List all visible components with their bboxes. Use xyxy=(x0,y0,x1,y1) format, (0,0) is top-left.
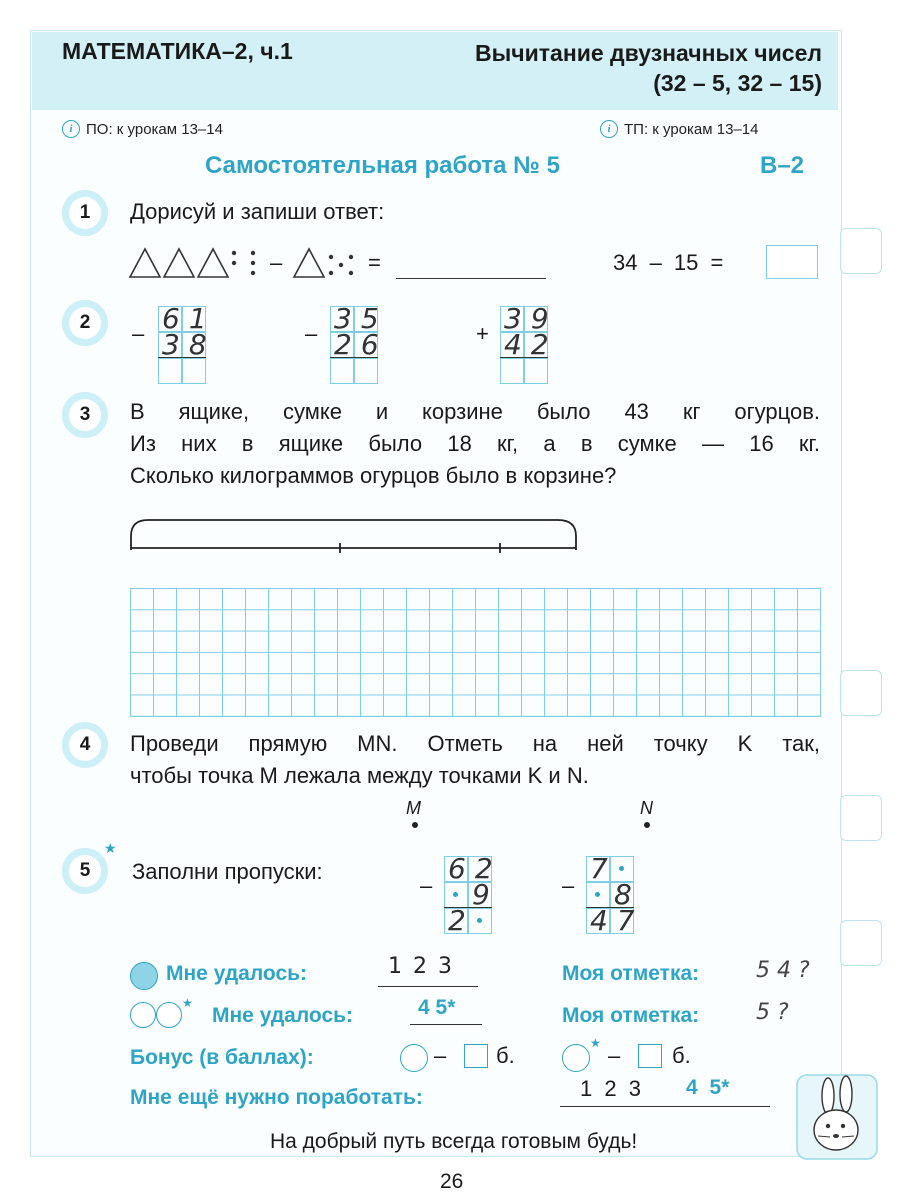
dot-icon xyxy=(232,251,236,255)
info-icon: i xyxy=(62,120,80,138)
info-right xyxy=(600,120,758,138)
todo-blue: 4 5* xyxy=(686,1076,730,1099)
triangle-icon xyxy=(294,249,324,277)
work-title: Самостоятельная работа № 5 xyxy=(205,152,560,179)
task-3-number: 3 xyxy=(62,392,108,438)
task-2-number: 2 xyxy=(62,300,108,346)
dot-icon xyxy=(251,251,255,255)
task-4-line-1: Проведи прямую MN. Отметь на ней точку K так, xyxy=(130,731,820,756)
col-op: – xyxy=(420,873,433,898)
triangle-icon xyxy=(198,249,228,277)
col-top: 61 xyxy=(162,302,216,335)
bonus-box-2[interactable] xyxy=(638,1044,662,1068)
answer-grid[interactable] xyxy=(130,588,821,717)
task-4-text xyxy=(130,728,820,792)
footer-motto: На добрый путь всегда готовым будь! xyxy=(270,1130,638,1153)
task-1-equals: = xyxy=(368,250,381,275)
whole-bracket xyxy=(131,520,576,550)
fill-calc-2[interactable] xyxy=(586,852,644,937)
task-1-right-expr: 34 – 15 = xyxy=(613,250,724,275)
column-calc-2 xyxy=(330,302,388,384)
star-icon: ★ xyxy=(590,1036,601,1050)
point-n-label: N xyxy=(640,798,653,818)
side-tab xyxy=(840,228,882,274)
bonus-dash: – xyxy=(608,1043,621,1068)
empty-circle-icon xyxy=(562,1044,590,1072)
topic-line-1: Вычитание двузначных чисел xyxy=(475,40,822,66)
col-op: – xyxy=(132,321,145,346)
dot-icon xyxy=(232,261,236,265)
eval-row2-mark: 5 ? xyxy=(756,1000,789,1025)
side-tab xyxy=(840,795,882,841)
hint-dot xyxy=(453,892,458,897)
side-tab xyxy=(840,920,882,966)
bonus-unit-2: б. xyxy=(672,1043,691,1068)
task-3-text xyxy=(130,396,820,492)
book-title: МАТЕМАТИКА–2, ч.1 xyxy=(62,38,293,64)
dot-icon xyxy=(339,263,343,267)
col-result: 47 xyxy=(590,904,644,937)
bonus-dash: – xyxy=(434,1043,447,1068)
eval-row2-value: 4 5* xyxy=(418,996,456,1019)
col-bottom: 26 xyxy=(334,328,388,361)
empty-circle-icon xyxy=(130,1002,156,1028)
hint-dot xyxy=(619,866,624,871)
task-3-line-1: В ящике, сумке и корзине было 43 кг огурцов. xyxy=(130,399,820,424)
task-4-line-2: чтобы точка M лежала между точками K и N. xyxy=(130,763,589,788)
todo-line xyxy=(560,1106,770,1107)
eval-row2-line xyxy=(410,1024,482,1025)
task-5-number: 5 xyxy=(62,848,108,894)
eval-row1-line xyxy=(378,986,478,987)
star-icon: ★ xyxy=(182,996,193,1010)
info-left-text: ПО: к урокам 13–14 xyxy=(86,120,223,138)
fill-calc-1[interactable] xyxy=(444,852,502,937)
triangle-icon xyxy=(164,249,194,277)
bonus-label: Бонус (в баллах): xyxy=(130,1046,314,1069)
task-3-line-2: Из них в ящике было 18 кг, а в сумке — 16 кг. xyxy=(130,431,820,456)
star-icon: ★ xyxy=(104,840,117,856)
dot-icon xyxy=(329,271,333,275)
hint-dot xyxy=(595,892,600,897)
col-bottom: 9 xyxy=(472,878,490,911)
bonus-box-1[interactable] xyxy=(464,1044,488,1068)
info-right-text: ТП: к урокам 13–14 xyxy=(624,120,759,138)
task-3-line-3: Сколько килограммов огурцов было в корзине? xyxy=(130,463,617,488)
col-top: 35 xyxy=(334,302,388,335)
col-op: – xyxy=(305,321,318,346)
topic-title xyxy=(475,38,822,98)
eval-row1-value: 1 2 3 xyxy=(388,954,452,979)
todo-label: Мне ещё нужно поработать: xyxy=(130,1086,423,1109)
eval-row2-label: Мне удалось: xyxy=(212,1004,354,1027)
point-n-dot[interactable] xyxy=(644,822,650,828)
dot-icon xyxy=(349,255,353,259)
info-icon: i xyxy=(600,120,618,138)
col-top: 62 xyxy=(448,852,502,885)
col-bottom: 42 xyxy=(504,328,558,361)
dot-icon xyxy=(251,271,255,275)
eval-row1-label: Мне удалось: xyxy=(166,962,308,985)
task-1-minus: – xyxy=(270,250,283,275)
eval-row1-mark-label: Моя отметка: xyxy=(562,962,700,985)
task-5-text: Заполни пропуски: xyxy=(132,859,323,884)
segment-diagram xyxy=(126,514,586,554)
task-1-answer-line[interactable] xyxy=(396,278,546,279)
dot-icon xyxy=(349,271,353,275)
empty-circle-icon xyxy=(400,1044,428,1072)
info-left xyxy=(62,120,223,138)
bonus-unit-1: б. xyxy=(496,1043,515,1068)
col-result: 2 xyxy=(448,904,466,937)
task-4-number: 4 xyxy=(62,722,108,768)
col-op: – xyxy=(562,873,575,898)
point-m-dot[interactable] xyxy=(412,822,418,828)
col-top: 39 xyxy=(504,302,558,335)
empty-circle-icon xyxy=(156,1002,182,1028)
col-bottom: 38 xyxy=(162,328,216,361)
column-calc-3 xyxy=(500,302,558,384)
column-calc-1 xyxy=(158,302,216,384)
page-number: 26 xyxy=(440,1170,464,1193)
point-m-label: M xyxy=(406,798,421,818)
eval-row2-mark-label: Моя отметка: xyxy=(562,1004,700,1027)
hint-dot xyxy=(477,918,482,923)
task-1-shapes xyxy=(128,245,398,281)
side-tab xyxy=(840,670,882,716)
col-top: 7 xyxy=(590,852,608,885)
col-bottom: 8 xyxy=(614,878,632,911)
col-op: + xyxy=(476,321,489,346)
task-1-number: 1 xyxy=(62,190,108,236)
topic-line-2: (32 – 5, 32 – 15) xyxy=(653,70,822,96)
eval-row1-mark: 5 4 ? xyxy=(756,958,810,983)
todo-black: 1 2 3 xyxy=(580,1076,641,1101)
filled-circle-icon xyxy=(130,962,158,990)
bunny-icon xyxy=(796,1074,878,1160)
dot-icon xyxy=(251,261,255,265)
task-1-text: Дорисуй и запиши ответ: xyxy=(130,199,385,224)
task-1-answer-box[interactable] xyxy=(766,245,818,279)
dot-icon xyxy=(329,255,333,259)
variant-label: В–2 xyxy=(760,152,805,179)
triangle-icon xyxy=(130,249,160,277)
